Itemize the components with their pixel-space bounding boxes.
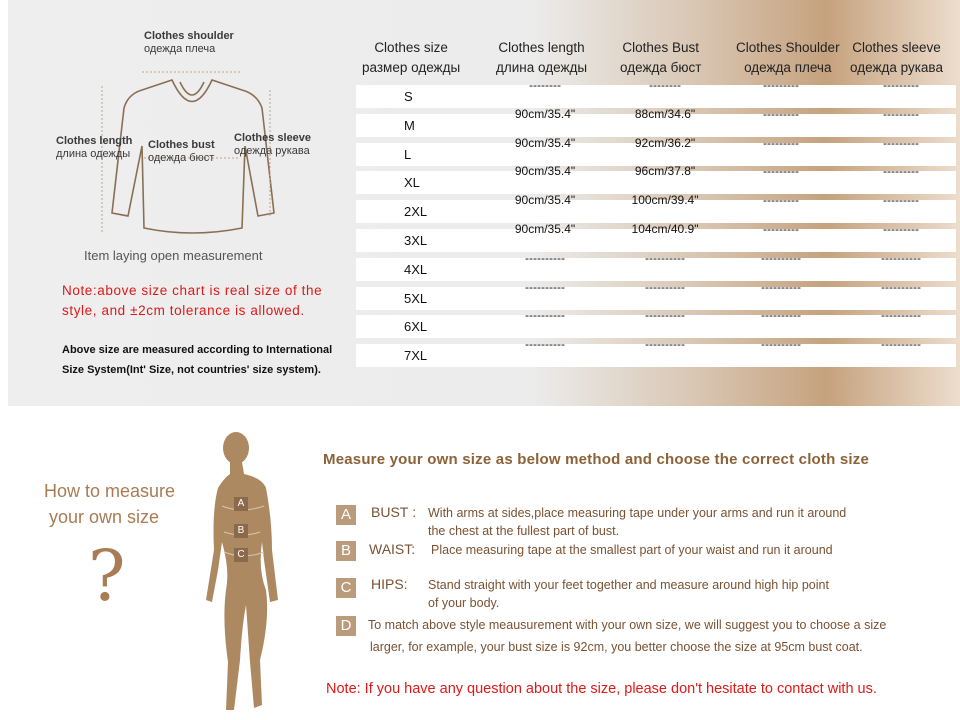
- table-row: [356, 193, 956, 223]
- bust-cell: 104cm/40.9": [631, 222, 699, 236]
- tolerance-note: Note:above size chart is real size of the style, and ±2cm tolerance is allowed.: [62, 283, 323, 318]
- figure-marker-c: C: [234, 548, 248, 562]
- step-b-label: WAIST:: [369, 541, 416, 557]
- sleeve-cell: ---------: [883, 193, 919, 208]
- length-cell: ----------: [525, 250, 565, 265]
- table-row: [356, 78, 956, 108]
- shoulder-cell: ----------: [761, 250, 801, 265]
- step-a-label: BUST :: [371, 504, 417, 520]
- table-row: [356, 250, 956, 281]
- sleeve-cell: ---------: [883, 78, 919, 92]
- size-cell: S: [404, 89, 413, 104]
- length-cell: 90cm/35.4": [514, 193, 576, 208]
- length-cell: ----------: [525, 308, 565, 323]
- bust-cell: ----------: [645, 337, 685, 352]
- table-row: [356, 164, 956, 194]
- size-system-note: Above size are measured according to International Size System(Int' Size, not countries' size system).: [62, 344, 333, 376]
- length-cell: 90cm/35.4": [514, 135, 576, 150]
- sleeve-cell: ----------: [881, 337, 921, 352]
- table-row: [356, 337, 956, 367]
- size-cell: 3XL: [404, 233, 428, 248]
- shoulder-cell: ---------: [763, 222, 799, 236]
- shoulder-label: Clothes shoulder одежда плеча: [144, 30, 234, 55]
- sleeve-cell: ---------: [883, 106, 919, 121]
- table-row: [356, 308, 956, 338]
- sleeve-cell: ----------: [881, 279, 921, 294]
- table-row: [356, 279, 956, 310]
- shoulder-cell: ---------: [763, 135, 799, 150]
- question-mark-icon: ?: [88, 535, 126, 617]
- step-a-text: With arms at sides,place measuring tape under your arms and run it around: [428, 506, 847, 520]
- size-cell: 6XL: [404, 319, 428, 335]
- bust-cell: --------: [649, 78, 681, 92]
- table-row: [356, 222, 956, 252]
- step-c-text-2: of your body.: [428, 596, 500, 610]
- size-cell: 2XL: [404, 204, 428, 220]
- shoulder-cell: ---------: [763, 78, 799, 92]
- diagram-caption: Item laying open measurement: [84, 248, 263, 263]
- length-cell: 90cm/35.4": [514, 222, 576, 236]
- step-d-text-2: larger, for example, your bust size is 92cm, you better choose the size at 95cm bust coat.: [370, 640, 863, 654]
- sleeve-cell: ----------: [881, 308, 921, 323]
- sleeve-cell: ---------: [883, 135, 919, 150]
- bust-cell: ----------: [645, 279, 685, 294]
- female-figure-icon: [200, 430, 310, 715]
- size-cell: 4XL: [404, 261, 428, 277]
- shoulder-cell: ---------: [763, 193, 799, 208]
- table-row: [356, 106, 956, 137]
- shoulder-cell: ----------: [761, 279, 801, 294]
- size-cell: M: [404, 117, 415, 133]
- figure-marker-b: B: [234, 524, 248, 538]
- step-d-text: To match above style meausurement with your own size, we will suggest you to choose a size: [368, 618, 887, 632]
- length-cell: --------: [529, 78, 561, 92]
- step-c-text: Stand straight with your feet together and measure around high hip point: [428, 578, 829, 592]
- shoulder-cell: ---------: [763, 106, 799, 121]
- size-cell: L: [404, 146, 412, 162]
- shoulder-cell: ---------: [763, 164, 799, 179]
- bust-cell: ----------: [645, 308, 685, 323]
- size-cell: 5XL: [404, 290, 428, 306]
- header-length: Clothes length длина одежды: [496, 40, 588, 75]
- step-b-text: Place measuring tape at the smallest part of your waist and run it around: [431, 543, 833, 557]
- length-label: Clothes length длина одежды: [56, 135, 133, 160]
- measure-title: Measure your own size as below method and choose the correct cloth size: [323, 451, 869, 468]
- sleeve-label: Clothes sleeve одежда рукава: [234, 132, 312, 157]
- how-to-measure-title: How to measure your own size: [44, 481, 176, 527]
- length-cell: 90cm/35.4": [514, 106, 576, 121]
- figure-marker-a: A: [234, 497, 248, 511]
- body-silhouette: [200, 430, 310, 720]
- table-row: [356, 135, 956, 166]
- size-cell: XL: [404, 175, 420, 191]
- step-a-badge: A: [336, 505, 356, 525]
- bust-cell: 92cm/36.2": [634, 135, 696, 150]
- header-sleeve: Clothes sleeve одежда рукава: [850, 40, 943, 75]
- bust-label: Clothes bust одежда бюст: [148, 139, 215, 164]
- garment-diagram: [52, 28, 332, 243]
- length-cell: 90cm/35.4": [514, 164, 576, 179]
- sleeve-cell: ----------: [881, 250, 921, 265]
- step-c-badge: C: [336, 578, 356, 598]
- bust-cell: ----------: [645, 250, 685, 265]
- sleeve-cell: ---------: [883, 164, 919, 179]
- shoulder-cell: ----------: [761, 337, 801, 352]
- bust-cell: 96cm/37.8": [634, 164, 696, 179]
- length-cell: ----------: [525, 279, 565, 294]
- step-d-badge: D: [336, 616, 356, 636]
- shoulder-cell: ----------: [761, 308, 801, 323]
- step-c-label: HIPS:: [371, 576, 408, 592]
- size-cell: 7XL: [404, 348, 428, 364]
- step-b-badge: B: [336, 541, 356, 561]
- header-size: Clothes size размер одежды: [362, 40, 461, 75]
- header-bust: Clothes Bust одежда бюст: [620, 40, 702, 75]
- sleeve-cell: ---------: [883, 222, 919, 236]
- header-shoulder: Clothes Shoulder одежда плеча: [736, 40, 840, 75]
- step-a-text-2: the chest at the fullest part of bust.: [428, 524, 620, 538]
- bust-cell: 88cm/34.6": [634, 106, 696, 121]
- contact-note: Note: If you have any question about the size, please don't hesitate to contact with us.: [326, 681, 877, 697]
- length-cell: ----------: [525, 337, 565, 352]
- bust-cell: 100cm/39.4": [631, 193, 699, 208]
